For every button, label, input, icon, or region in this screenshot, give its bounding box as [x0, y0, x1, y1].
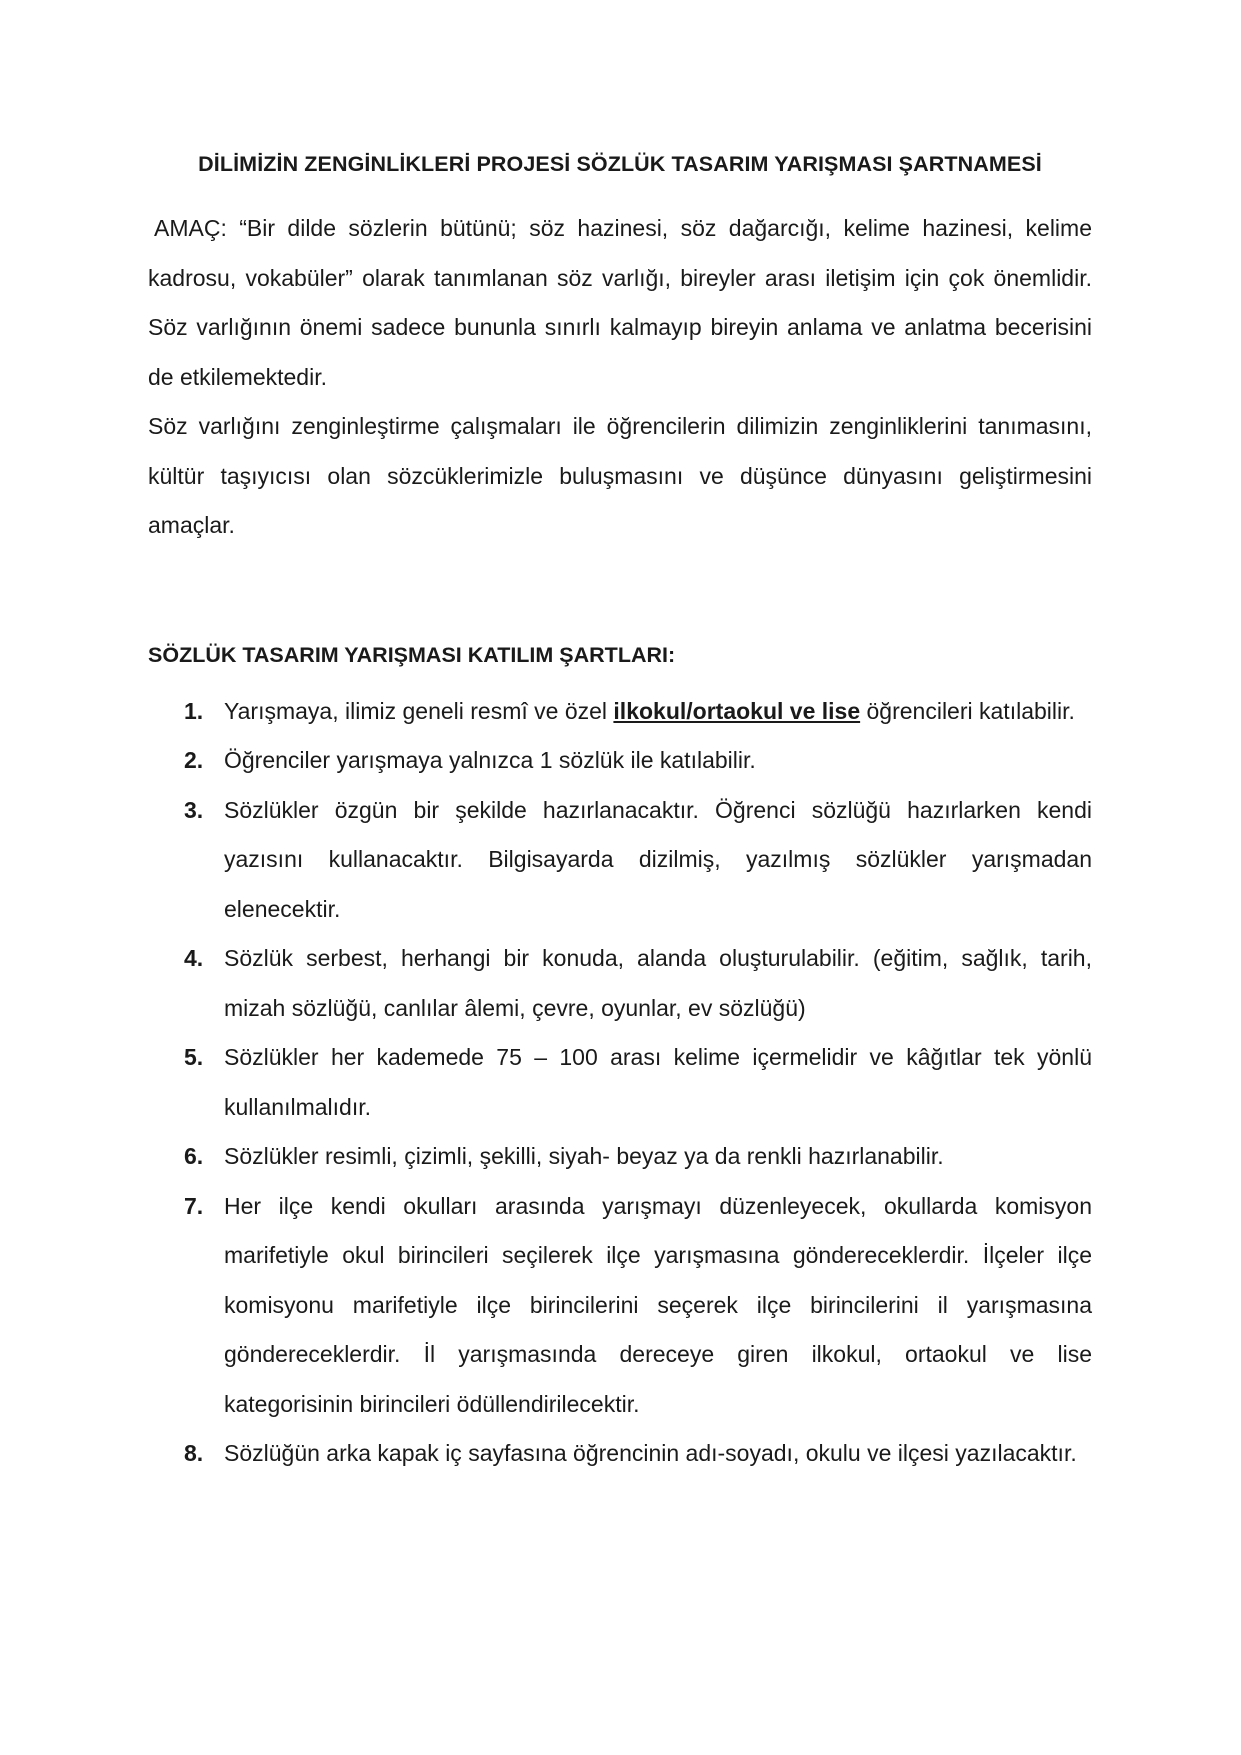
condition-item-8 [148, 1429, 1092, 1479]
condition-number: 8. [184, 1440, 204, 1466]
purpose-paragraph: AMAÇ: “Bir dilde sözlerin bütünü; söz hazinesi, söz dağarcığı, kelime hazinesi, kelime kadrosu, vokabüler” olarak tanımlanan söz varlığı, bireyler arası iletişim için çok önemlidir. Söz varlığının önemi sadece bununla sınırlı kalmayıp bireyin anlama ve anlatma becerisini de etkilemektedir. [148, 215, 1092, 390]
condition-number: 7. [184, 1192, 204, 1219]
condition-item-7 [148, 1182, 1092, 1430]
condition-number: 2. [184, 747, 204, 773]
condition-text: Sözlükler özgün bir şekilde hazırlanacaktır. Öğrenci sözlüğü hazırlarken kendi yazısını kullanacaktır. Bilgisayarda dizilmiş, yazılmış sözlükler yarışmadan elenecektir. [224, 796, 1092, 922]
condition-number: 6. [184, 1143, 204, 1169]
condition-number: 3. [184, 796, 204, 823]
condition-text: Sözlükler resimli, çizimli, şekilli, siyah- beyaz ya da renkli hazırlanabilir. [224, 1143, 944, 1169]
condition-number: 4. [184, 945, 204, 971]
condition-text: Öğrenciler yarışmaya yalnızca 1 sözlük ile katılabilir. [224, 747, 756, 773]
goal-paragraph: Söz varlığını zenginleştirme çalışmaları ile öğrencilerin dilimizin zenginliklerini tanımasını, kültür taşıyıcısı olan sözcüklerimizle buluşmasını ve düşünce dünyasını geliştirmesini amaçlar. [148, 413, 1092, 538]
document-title: DİLİMİZİN ZENGİNLİKLERİ PROJESİ SÖZLÜK TASARIM YARIŞMASI ŞARTNAMESİ [198, 152, 1042, 176]
condition-item-1 [148, 687, 1092, 737]
condition-item-4 [148, 934, 1092, 1033]
condition-item-6 [148, 1132, 1092, 1182]
conditions-heading: SÖZLÜK TASARIM YARIŞMASI KATILIM ŞARTLARI: [148, 642, 676, 667]
condition-text: Sözlük serbest, herhangi bir konuda, alanda oluşturulabilir. (eğitim, sağlık, tarih, mizah sözlüğü, canlılar âlemi, çevre, oyunlar, ev sözlüğü) [224, 945, 1092, 1021]
condition-text: Her ilçe kendi okulları arasında yarışmayı düzenleyecek, okullarda komisyon marifetiyle okul birincileri seçilerek ilçe yarışmasına göndereceklerdir. İlçeler ilçe komisyonu marifetiyle ilçe birincilerini seçerek ilçe birincilerini il yarışmasına göndereceklerdir. İl yarışmasında dereceye giren ilkokul, ortaokul ve lise kategorisinin birincileri ödüllendirilecektir. [224, 1192, 1092, 1417]
condition-text: öğrencileri katılabilir. [860, 697, 1075, 724]
condition-item-5 [148, 1033, 1092, 1132]
condition-number: 1. [184, 697, 204, 724]
condition-text: Yarışmaya, ilimiz geneli resmî ve özel [224, 697, 614, 724]
document-body [148, 148, 1092, 1479]
condition-item-3 [148, 786, 1092, 935]
condition-emphasis: ilkokul/ortaokul ve lise [613, 697, 861, 724]
condition-text: Sözlüğün arka kapak iç sayfasına öğrencinin adı-soyadı, okulu ve ilçesi yazılacaktır. [224, 1440, 1077, 1466]
condition-item-2 [148, 736, 1092, 786]
conditions-list [148, 687, 1092, 1479]
condition-text: Sözlükler her kademede 75 – 100 arası kelime içermelidir ve kâğıtlar tek yönlü kullanılmalıdır. [224, 1044, 1092, 1120]
condition-number: 5. [184, 1044, 204, 1070]
